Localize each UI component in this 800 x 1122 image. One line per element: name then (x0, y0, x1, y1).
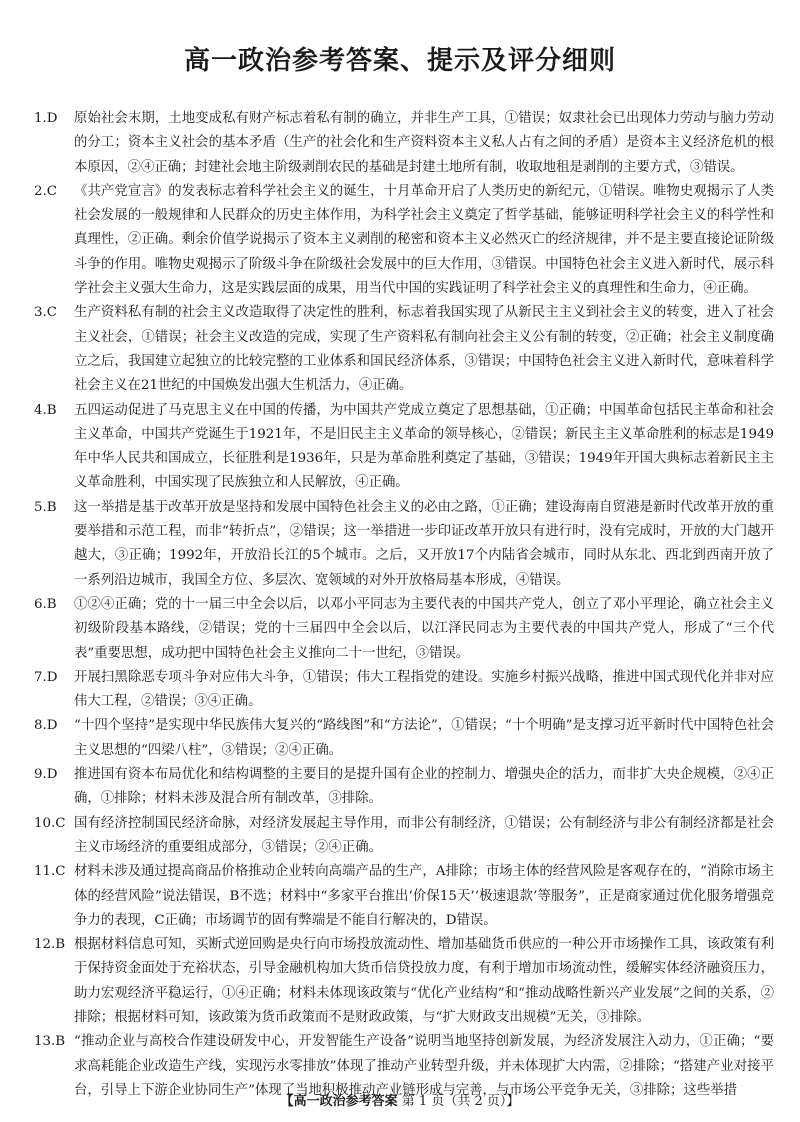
page-title: 高一政治参考答案、提示及评分细则 (183, 46, 616, 76)
footer-doc-title: 【高一政治参考答案 (280, 1094, 398, 1109)
page-footer (0, 1090, 800, 1109)
answer-item (34, 593, 774, 666)
answer-explanation: 生产资料私有制的社会主义改造取得了决定性的胜利，标志着我国实现了从新民主主义到社会主义的转变，进入了社会主义社会，①错误；社会主义改造的完成，实现了生产资料私有制向社会主义公有制的转变，②正确；社会主义制度确立之后，我国建立起独立的比较完整的工业体系和国民经济体系，③错误；中国特色社会主义进入新时代，意味着科学社会主义在21世纪的中国焕发出强大生机活力，④正确。 (74, 305, 774, 394)
answer-explanation: ①②④正确；党的十一届三中全会以后，以邓小平同志为主要代表的中国共产党人，创立了邓小平理论，确立社会主义初级阶段基本路线，②错误；党的十三届四中全会以后，以江泽民同志为主要代表的中国共产党人，形成了“三个代表”重要思想，成功把中国特色社会主义推向二十一世纪，③错误。 (74, 596, 774, 661)
answer-item (34, 107, 774, 180)
answer-item (34, 763, 774, 812)
answer-explanation: 根据材料信息可知，买断式逆回购是央行向市场投放流动性、增加基础货币供应的一种公开市场操作工具，该政策有利于保持资金面处于充裕状态，引导金融机构加大货币信贷投放力度，有利于增加市场流动性，缓解实体经济融资压力，助力宏观经济平稳运行，①④正确；材料未体现该政策与“优化产业结构”和“推动战略性新兴产业发展”之间的关系，②排除；根据材料可知，该政策为货币政策而不是财政政策，与“扩大财政支出规模”无关，③排除。 (74, 937, 774, 1025)
answer-explanation: 《共产党宣言》的发表标志着科学社会主义的诞生，十月革命开启了人类历史的新纪元，①错误。唯物史观揭示了人类社会发展的一般规律和人民群众的历史主体作用，为科学社会主义奠定了哲学基础，能够证明科学社会主义的科学性和真理性，②正确。剩余价值学说揭示了资本主义剥削的秘密和资本主义必然灭亡的经济规律，并不是主要直接论证阶级斗争的作用。唯物史观揭示了阶级斗争在阶级社会发展中的巨大作用，③错误。中国特色社会主义进入新时代，展示科学社会主义强大生命力，这是实践层面的成果，用当代中国的实践证明了科学社会主义的真理性和生命力，④正确。 (74, 183, 774, 297)
answer-number: 6.B (34, 596, 57, 612)
answer-explanation: 五四运动促进了马克思主义在中国的传播，为中国共产党成立奠定了思想基础，①正确；中国革命包括民主革命和社会主义革命，中国共产党诞生于1921年，不是旧民主主义革命的领导核心，②错误；新民主主义革命胜利的标志是1949年中华人民共和国成立，长征胜利是1936年，只是为革命胜利奠定了基础，③错误；1949年开国大典标志着新民主主义革命胜利，中国实现了民族独立和人民解放，④正确。 (74, 402, 774, 491)
answer-number: 3.C (34, 305, 58, 321)
answer-item (34, 399, 774, 496)
answer-number: 5.B (34, 499, 57, 515)
answer-item (34, 933, 774, 1030)
answer-explanation: “十四个坚持”是实现中华民族伟大复兴的“路线图”和“方法论”，①错误；“十个明确”是支撑习近平新时代中国特色社会主义思想的“四梁八柱”，③错误；②④正确。 (74, 718, 774, 758)
answer-number: 1.D (34, 111, 58, 126)
answer-explanation: 原始社会末期，土地变成私有财产标志着私有制的确立，并非生产工具，①错误；奴隶社会已出现体力劳动与脑力劳动的分工；资本主义社会的基本矛盾（生产的社会化和生产资料资本主义私人占有之间的矛盾）是资本主义经济危机的根本原因，②④正确；封建社会地主阶级剥削农民的基础是封建土地所有制，收取地租是剥削的主要方式，③错误。 (74, 111, 774, 175)
answer-explanation: “推动企业与高校合作建设研发中心，开发智能生产设备”说明当地坚持创新发展，为经济发展注入动力，①正确；“要求高耗能企业改造生产线，实现污水零排放”体现了推动产业转型升级，并未体现扩大内需，②排除；“搭建产业对接平台，引导上下游企业协同生产”体现了当地积极推动产业链形成与完善，与市场公平竞争无关，③排除；这些举措 (74, 1034, 774, 1098)
answer-list (34, 107, 774, 1103)
answer-item (34, 714, 774, 763)
answer-item (34, 666, 774, 715)
answer-number: 13.B (34, 1034, 66, 1050)
answer-item (34, 496, 774, 593)
answer-item (34, 180, 774, 301)
answer-item (34, 860, 774, 933)
answer-number: 2.C (34, 183, 58, 199)
answer-item (34, 812, 774, 861)
answer-explanation: 开展扫黑除恶专项斗争对应伟大斗争，①错误；伟大工程指党的建设。实施乡村振兴战略，推进中国式现代化并非对应伟大工程，②错误；③④正确。 (74, 669, 774, 710)
answer-explanation: 推进国有资本布局优化和结构调整的主要目的是提升国有企业的控制力、增强央企的活力，而非扩大央企规模，②④正确，①排除；材料未涉及混合所有制改革，③排除。 (74, 767, 774, 807)
answer-number: 12.B (34, 937, 66, 953)
answer-explanation: 国有经济控制国民经济命脉，对经济发展起主导作用，而非公有制经济，①错误；公有制经济与非公有制经济都是社会主义市场经济的重要组成部分，③错误；②④正确。 (74, 815, 774, 855)
footer-page-info: 第 1 页（共 2 页）】 (401, 1094, 520, 1109)
answer-number: 9.D (34, 767, 58, 783)
answer-explanation: 这一举措是基于改革开放是坚持和发展中国特色社会主义的必由之路，①正确；建设海南自贸港是新时代改革开放的重要举措和示范工程，而非“转折点”，②错误；这一举措进一步印证改革开放只有进行时，没有完成时，开放的大门越开越大，③正确；1992年，开放沿长江的5个城市。之后，又开放17个内陆省会城市，同时从东北、西北到西南开放了一系列沿边城市，我国全方位、多层次、宽领域的对外开放格局基本形成，④错误。 (74, 499, 774, 588)
answer-number: 8.D (34, 718, 58, 734)
answer-number: 11.C (34, 864, 66, 880)
answer-number: 4.B (34, 402, 57, 418)
answer-explanation: 材料未涉及通过提高商品价格推动企业转向高端产品的生产，A排除；市场主体的经营风险是客观存在的，“消除市场主体的经营风险”说法错误，B不选；材料中“多家平台推出‘价保15天’‘极速退款’等服务”，正是商家通过优化服务增强竞争力的表现，C正确；市场调节的固有弊端是不能自行解决的，D错误。 (74, 864, 774, 928)
answer-item (34, 301, 774, 398)
answer-number: 10.C (34, 815, 66, 831)
answer-number: 7.D (34, 669, 58, 685)
